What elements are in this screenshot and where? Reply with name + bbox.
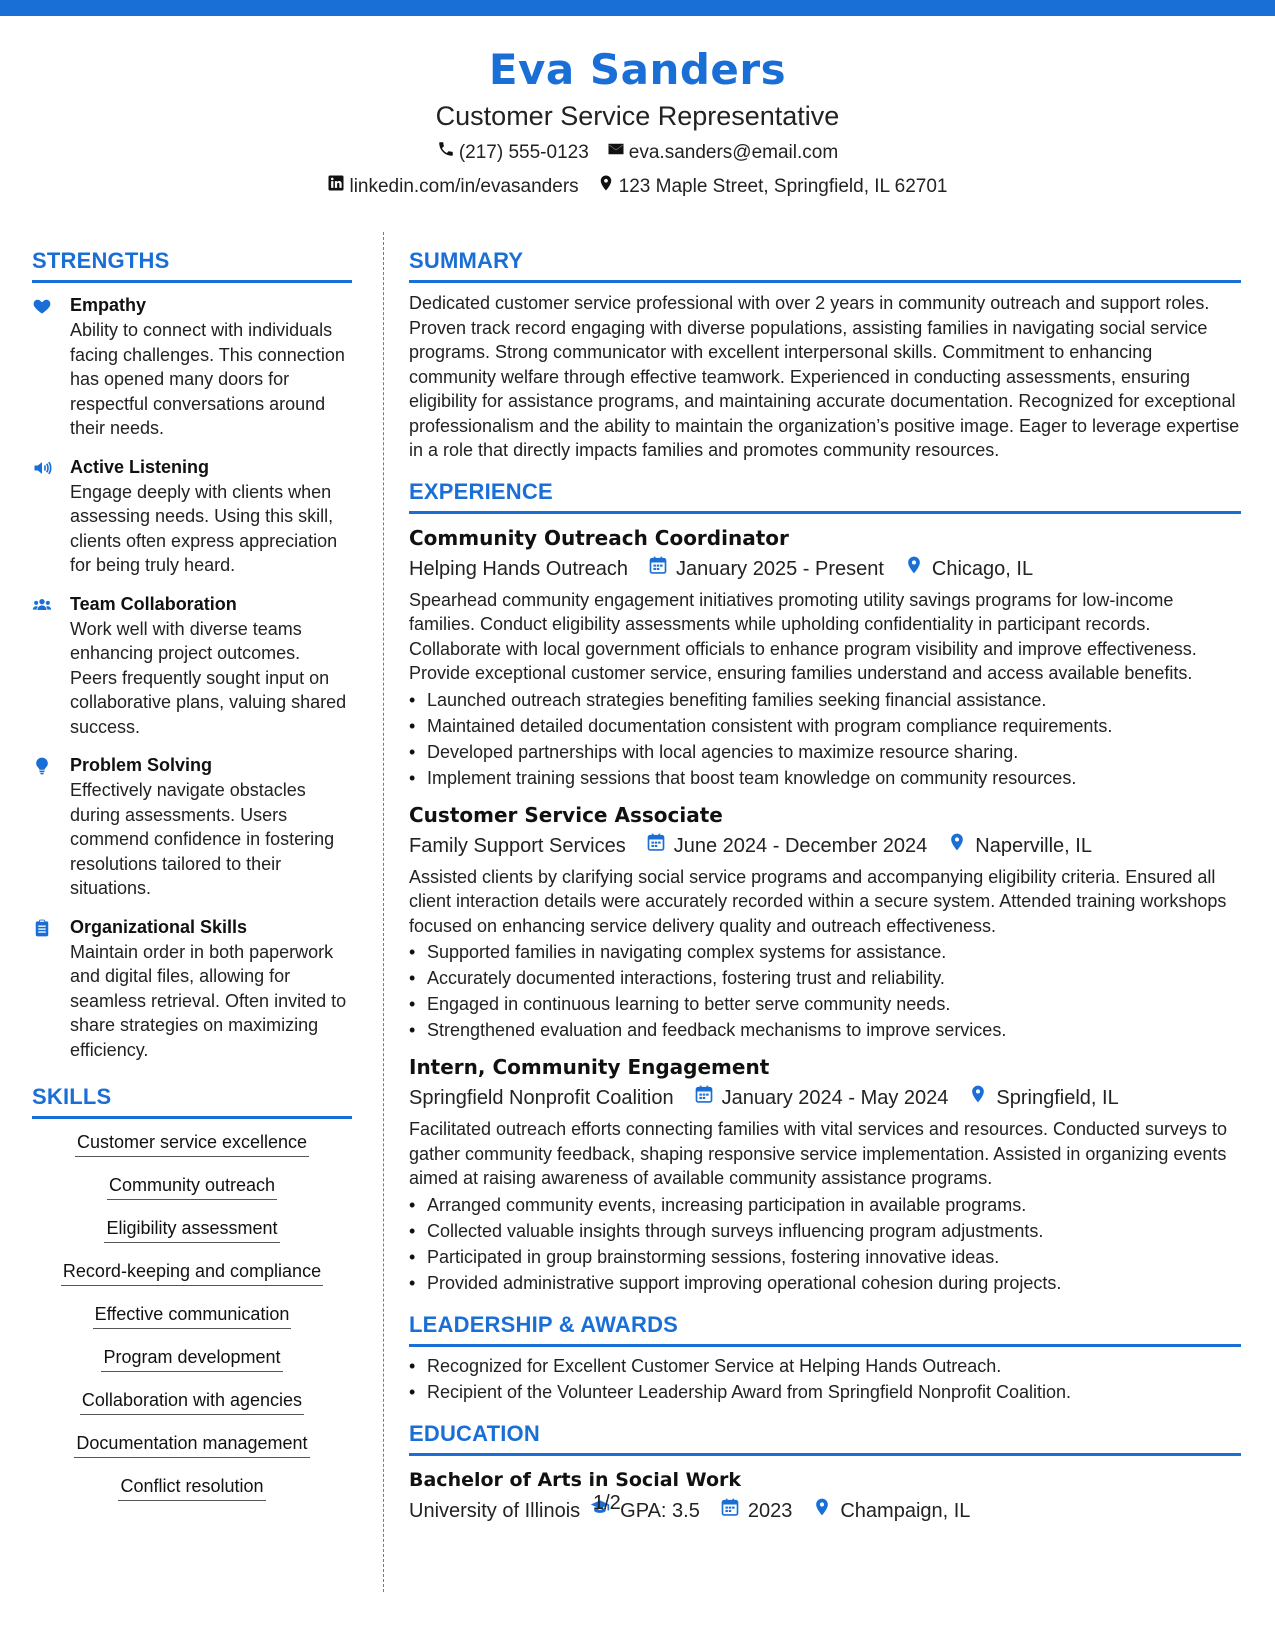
right-column xyxy=(409,246,1241,1526)
summary-section xyxy=(409,246,1241,463)
strength-item xyxy=(32,455,352,578)
summary-heading: SUMMARY xyxy=(409,248,524,273)
list-item: • Participated in group brainstorming sessions, fostering innovative ideas. xyxy=(409,1244,1241,1270)
skill-tag: Record-keeping and compliance xyxy=(61,1258,323,1286)
skill-tag: Customer service excellence xyxy=(75,1129,309,1157)
section-rule xyxy=(409,280,1241,283)
strength-name: Problem Solving xyxy=(70,755,213,775)
list-item: • Developed partnerships with local agencies to maximize resource sharing. xyxy=(409,739,1241,765)
job-meta xyxy=(409,554,1241,584)
summary-text: Dedicated customer service professional with over 2 years in community outreach and support roles. Proven track record engaging with diverse populations, assisting families in navigating social service programs. Strong communicator with excellent interpersonal skills. Commitment to enhancing community welfare through effective teamwork. Experienced in conducting assessments, ensuring eligibility for assistance programs, and maintaining accurate documentation. Recognized for exceptional professionalism and the ability to maintain the organization’s positive image. Eager to leverage expertise in a role that directly impacts families and promotes community resources. xyxy=(409,293,1240,460)
job-description: Spearhead community engagement initiatives promoting utility savings programs for low-income families. Conduct eligibility assessments while upholding confidentiality in participant records. Collaborate with local government officials to enhance program visibility and improve effectiveness. Provide exceptional customer service, ensuring families understand and access available benefits. xyxy=(409,589,1197,683)
skill-tag: Community outreach xyxy=(107,1172,277,1200)
calendar-icon xyxy=(648,554,668,584)
lightbulb-icon xyxy=(32,753,70,901)
skills-list xyxy=(32,1129,352,1516)
list-item: • Recognized for Excellent Customer Service at Helping Hands Outreach. xyxy=(409,1353,1241,1379)
phone-item xyxy=(437,138,589,168)
calendar-icon xyxy=(694,1083,714,1113)
skill-tag: Eligibility assessment xyxy=(104,1215,279,1243)
linkedin-link[interactable]: linkedin.com/in/evasanders xyxy=(349,176,579,197)
left-column xyxy=(32,246,352,1516)
job-description: Assisted clients by clarifying social service programs and accompanying eligibility criteria. Ensured all client interaction details were accurately recorded within a secure system. Attended training workshops focused on enhancing service delivery quality and outreach effectiveness. xyxy=(409,866,1227,936)
clipboard-icon xyxy=(32,915,70,1063)
job-dates: January 2025 - Present xyxy=(676,557,884,580)
linkedin-icon xyxy=(327,172,345,202)
list-item: • Collected valuable insights through surveys influencing program adjustments. xyxy=(409,1218,1241,1244)
school-name: University of Illinois xyxy=(409,1499,581,1522)
heart-icon xyxy=(32,293,70,441)
strength-desc: Ability to connect with individuals facing challenges. This connection has opened many doors for respectful conversations around their needs. xyxy=(70,320,345,438)
map-pin-icon xyxy=(968,1083,988,1113)
column-divider xyxy=(383,232,384,1592)
address-text: 123 Maple Street, Springfield, IL 62701 xyxy=(618,176,948,197)
strength-desc: Engage deeply with clients when assessing needs. Using this skill, clients often express appreciation for being truly heard. xyxy=(70,481,338,575)
phone-text: (217) 555-0123 xyxy=(458,142,589,163)
list-item: • Provided administrative support improving operational cohesion during projects. xyxy=(409,1270,1241,1296)
experience-heading: EXPERIENCE xyxy=(409,478,553,504)
strength-desc: Work well with diverse teams enhancing project outcomes. Peers frequently sought input on collaborative plans, valuing shared success. xyxy=(70,618,347,737)
strength-name: Active Listening xyxy=(70,456,210,477)
section-rule xyxy=(32,280,352,283)
skill-tag: Conflict resolution xyxy=(118,1473,265,1501)
skills-section xyxy=(32,1082,352,1516)
job-org: Helping Hands Outreach xyxy=(409,557,629,580)
job-description: Facilitated outreach efforts connecting families with vital services and resources. Conducted surveys to gather community feedback, shaping responsive service implementation. Assisted in organizing events aimed at raising awareness of available community assistance programs. xyxy=(409,1119,1228,1188)
strength-item xyxy=(32,293,352,441)
list-item: • Recipient of the Volunteer Leadership Award from Springfield Nonprofit Coalition. xyxy=(409,1379,1241,1405)
top-accent-bar xyxy=(0,0,1275,16)
job-title: Intern, Community Engagement xyxy=(409,1055,770,1079)
education-location: Champaign, IL xyxy=(840,1499,971,1522)
strength-name: Empathy xyxy=(70,295,147,315)
gpa-text: GPA: 3.5 xyxy=(620,1499,700,1522)
volume-icon xyxy=(32,455,70,578)
strength-name: Organizational Skills xyxy=(70,916,248,937)
envelope-icon xyxy=(607,138,625,168)
skill-tag: Collaboration with agencies xyxy=(80,1387,304,1415)
leadership-section xyxy=(409,1310,1241,1405)
education-meta xyxy=(409,1496,1241,1526)
strength-item xyxy=(32,592,352,740)
address-item xyxy=(597,172,948,202)
experience-section xyxy=(409,477,1241,1296)
skill-tag: Program development xyxy=(101,1344,282,1372)
job-entry xyxy=(409,524,1241,791)
list-item: • Implement training sessions that boost team knowledge on community resources. xyxy=(409,765,1241,791)
job-title: Community Outreach Coordinator xyxy=(409,525,789,550)
strength-name: Team Collaboration xyxy=(70,593,237,614)
job-bullets xyxy=(409,939,1241,1043)
candidate-title: Customer Service Representative xyxy=(435,101,840,131)
section-rule xyxy=(409,1344,1241,1347)
job-dates: June 2024 - December 2024 xyxy=(673,834,928,857)
page-number: 1/2 xyxy=(593,1492,621,1514)
phone-icon xyxy=(437,138,455,168)
job-title: Customer Service Associate xyxy=(409,802,723,827)
job-meta xyxy=(409,831,1241,861)
resume-header xyxy=(0,42,1275,202)
skills-heading: SKILLS xyxy=(32,1084,112,1109)
email-link[interactable]: eva.sanders@email.com xyxy=(628,142,839,163)
list-item: • Supported families in navigating complex systems for assistance. xyxy=(409,939,1241,965)
skill-tag: Documentation management xyxy=(74,1430,309,1458)
graduation-year: 2023 xyxy=(747,1499,793,1522)
skill-tag: Effective communication xyxy=(93,1301,292,1329)
map-pin-icon xyxy=(904,554,924,584)
strength-item xyxy=(32,753,352,901)
job-meta xyxy=(409,1083,1241,1113)
contact-row-2 xyxy=(0,172,1275,202)
list-item: • Maintained detailed documentation consistent with program compliance requirements. xyxy=(409,713,1241,739)
section-rule xyxy=(409,511,1241,514)
job-bullets xyxy=(409,1192,1241,1296)
strengths-heading: STRENGTHS xyxy=(32,248,170,273)
strength-desc: Effectively navigate obstacles during assessments. Users commend confidence in fostering resolutions tailored to their situations. xyxy=(70,780,335,898)
job-org: Springfield Nonprofit Coalition xyxy=(409,1087,674,1109)
degree-title: Bachelor of Arts in Social Work xyxy=(409,1468,741,1491)
job-location: Springfield, IL xyxy=(996,1087,1119,1109)
map-pin-icon xyxy=(812,1496,832,1526)
education-section xyxy=(409,1419,1241,1526)
job-bullets xyxy=(409,687,1241,791)
leadership-heading: LEADERSHIP & AWARDS xyxy=(409,1311,679,1337)
list-item: • Engaged in continuous learning to better serve community needs. xyxy=(409,991,1241,1017)
education-heading: EDUCATION xyxy=(409,1420,540,1446)
list-item: • Accurately documented interactions, fostering trust and reliability. xyxy=(409,965,1241,991)
job-entry xyxy=(409,801,1241,1044)
job-dates: January 2024 - May 2024 xyxy=(721,1087,949,1109)
job-location: Naperville, IL xyxy=(975,834,1092,857)
map-pin-icon xyxy=(597,172,615,202)
list-item: • Strengthened evaluation and feedback mechanisms to improve services. xyxy=(409,1017,1241,1043)
section-rule xyxy=(32,1116,352,1119)
users-icon xyxy=(32,592,70,740)
strength-item xyxy=(32,915,352,1063)
strength-desc: Maintain order in both paperwork and digital files, allowing for seamless retrieval. Often invited to share strategies on maximizing efficiency. xyxy=(70,941,347,1060)
list-item: • Arranged community events, increasing participation in available programs. xyxy=(409,1192,1241,1218)
section-rule xyxy=(409,1453,1241,1456)
email-item xyxy=(607,138,838,168)
calendar-icon xyxy=(646,831,666,861)
job-entry xyxy=(409,1053,1241,1296)
candidate-name: Eva Sanders xyxy=(488,45,787,94)
awards-list xyxy=(409,1353,1241,1405)
contact-row-1 xyxy=(0,138,1275,168)
job-org: Family Support Services xyxy=(409,834,626,857)
map-pin-icon xyxy=(947,831,967,861)
list-item: • Launched outreach strategies benefiting families seeking financial assistance. xyxy=(409,687,1241,713)
calendar-icon xyxy=(720,1496,740,1526)
linkedin-item xyxy=(327,172,578,202)
job-location: Chicago, IL xyxy=(931,557,1034,580)
strengths-list xyxy=(32,293,352,1062)
